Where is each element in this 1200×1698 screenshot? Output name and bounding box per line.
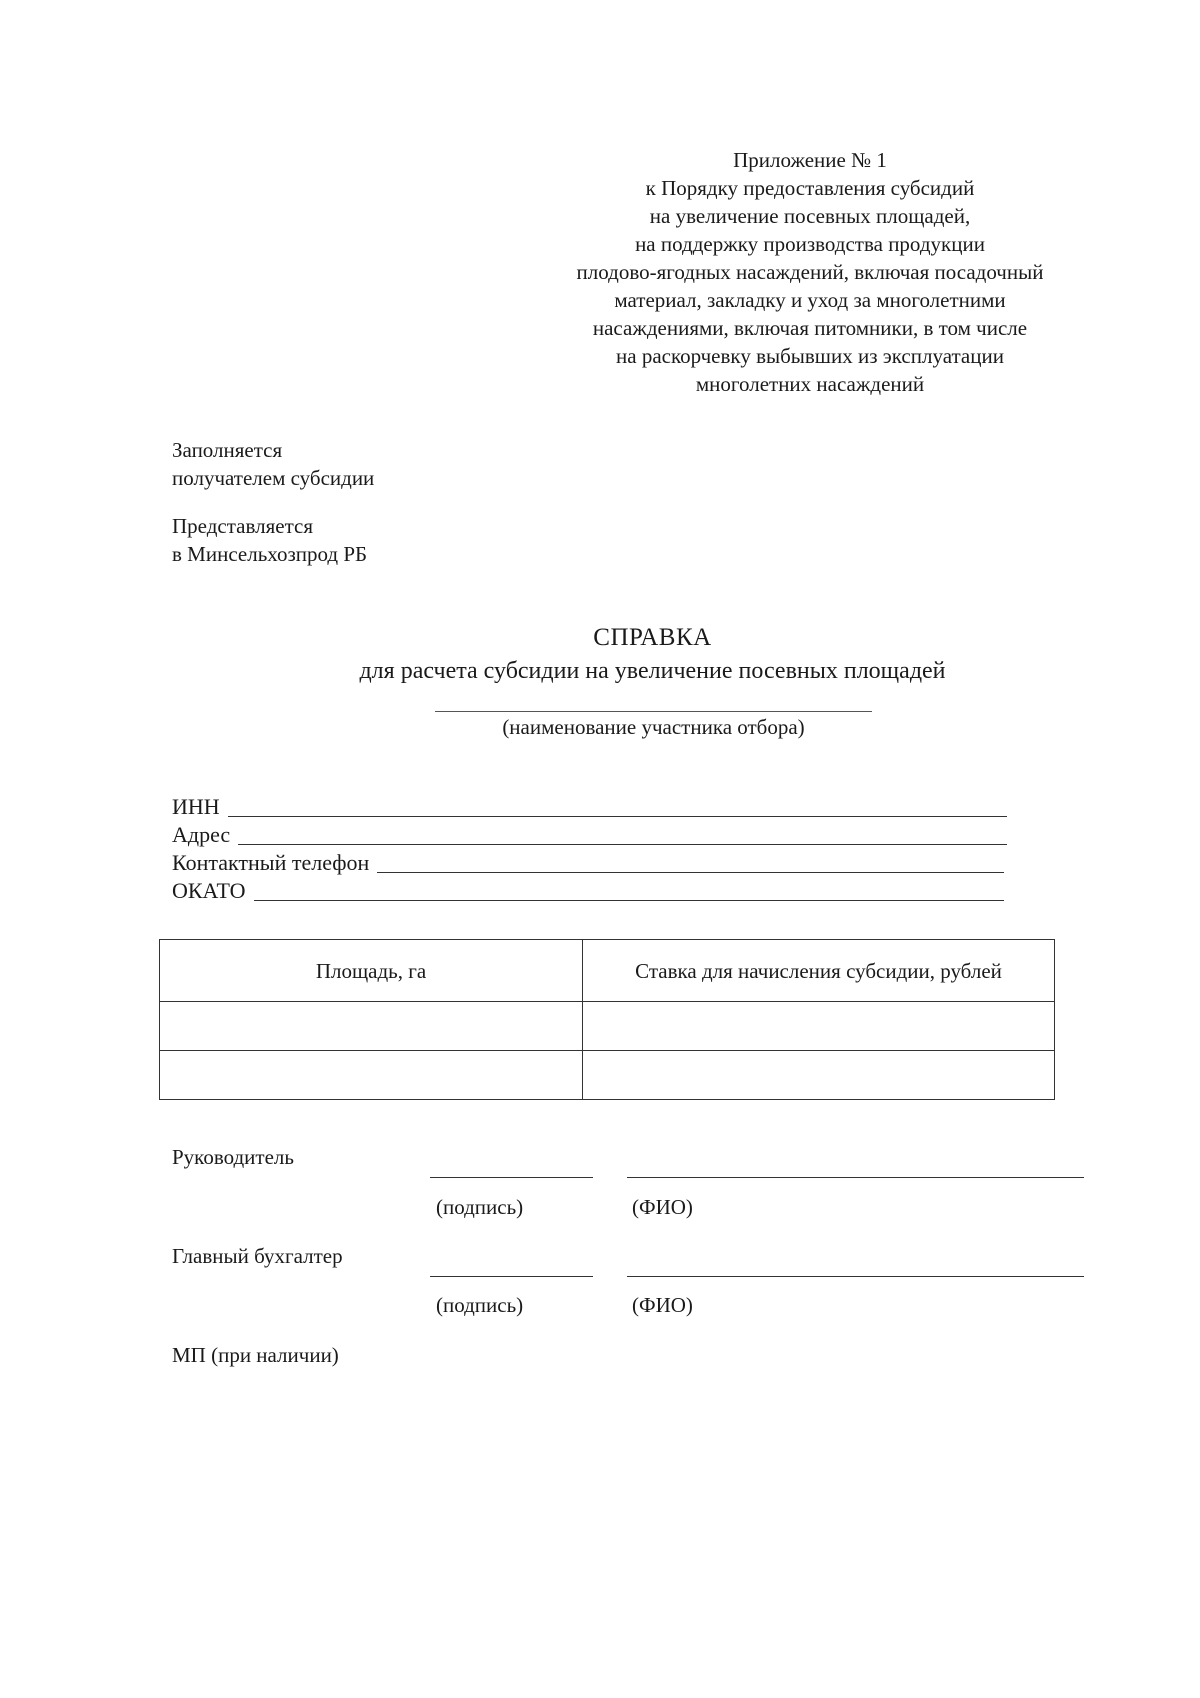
- table-header-row: [160, 940, 1055, 1002]
- inn-input-line[interactable]: [228, 815, 1007, 817]
- filled-by-line: Заполняется: [172, 438, 283, 462]
- okato-input-line[interactable]: [254, 899, 1004, 901]
- appendix-line: плодово-ягодных насаждений, включая посадочный: [576, 260, 1044, 284]
- area-cell[interactable]: [160, 1051, 583, 1100]
- head-name-caption: (ФИО): [632, 1195, 693, 1219]
- submitted-to-note: [172, 512, 367, 568]
- phone-label: Контактный телефон: [172, 850, 370, 875]
- inn-label: ИНН: [172, 794, 220, 819]
- inn-field: [172, 793, 1007, 821]
- filled-by-line: получателем субсидии: [172, 466, 375, 490]
- address-label: Адрес: [172, 822, 231, 847]
- appendix-line: на поддержку производства продукции: [635, 232, 985, 256]
- table-row: [160, 1051, 1055, 1100]
- area-column-header: Площадь, га: [160, 940, 583, 1002]
- chief-accountant-label: Главный бухгалтер: [172, 1244, 343, 1268]
- accountant-signature-line[interactable]: [430, 1276, 593, 1277]
- appendix-line: Приложение № 1: [733, 148, 887, 172]
- document-title: СПРАВКА: [593, 624, 712, 651]
- head-signature-line[interactable]: [430, 1177, 593, 1178]
- stamp-label: МП (при наличии): [172, 1343, 339, 1367]
- rate-column-header: Ставка для начисления субсидии, рублей: [583, 940, 1055, 1002]
- accountant-signature-caption: (подпись): [436, 1293, 524, 1317]
- participant-name-caption: (наименование участника отбора): [502, 715, 805, 739]
- accountant-name-line[interactable]: [627, 1276, 1084, 1277]
- accountant-name-caption: (ФИО): [632, 1293, 693, 1317]
- phone-input-line[interactable]: [377, 871, 1004, 873]
- subsidy-table: [159, 939, 1055, 1100]
- appendix-line: на увеличение посевных площадей,: [649, 204, 971, 228]
- head-label: Руководитель: [172, 1145, 294, 1169]
- address-field: [172, 821, 1007, 849]
- rate-cell[interactable]: [583, 1002, 1055, 1051]
- okato-field: [172, 877, 1004, 905]
- appendix-line: насаждениями, включая питомники, в том числе: [592, 316, 1028, 340]
- area-cell[interactable]: [160, 1002, 583, 1051]
- participant-name-line[interactable]: [435, 711, 872, 712]
- document-subtitle: для расчета субсидии на увеличение посевных площадей: [359, 658, 946, 684]
- submitted-to-line: Представляется: [172, 514, 313, 538]
- head-name-line[interactable]: [627, 1177, 1084, 1178]
- appendix-line: материал, закладку и уход за многолетними: [614, 288, 1006, 312]
- appendix-line: к Порядку предоставления субсидий: [645, 176, 975, 200]
- filled-by-note: [172, 436, 374, 492]
- head-signature-caption: (подпись): [436, 1195, 524, 1219]
- appendix-heading: [520, 146, 1100, 398]
- submitted-to-line: в Минсельхозпрод РБ: [172, 542, 368, 566]
- address-input-line[interactable]: [238, 843, 1007, 845]
- table-row: [160, 1002, 1055, 1051]
- okato-label: ОКАТО: [172, 878, 246, 903]
- phone-field: [172, 849, 1004, 877]
- rate-cell[interactable]: [583, 1051, 1055, 1100]
- appendix-line: многолетних насаждений: [695, 372, 925, 396]
- appendix-line: на раскорчевку выбывших из эксплуатации: [616, 344, 1004, 368]
